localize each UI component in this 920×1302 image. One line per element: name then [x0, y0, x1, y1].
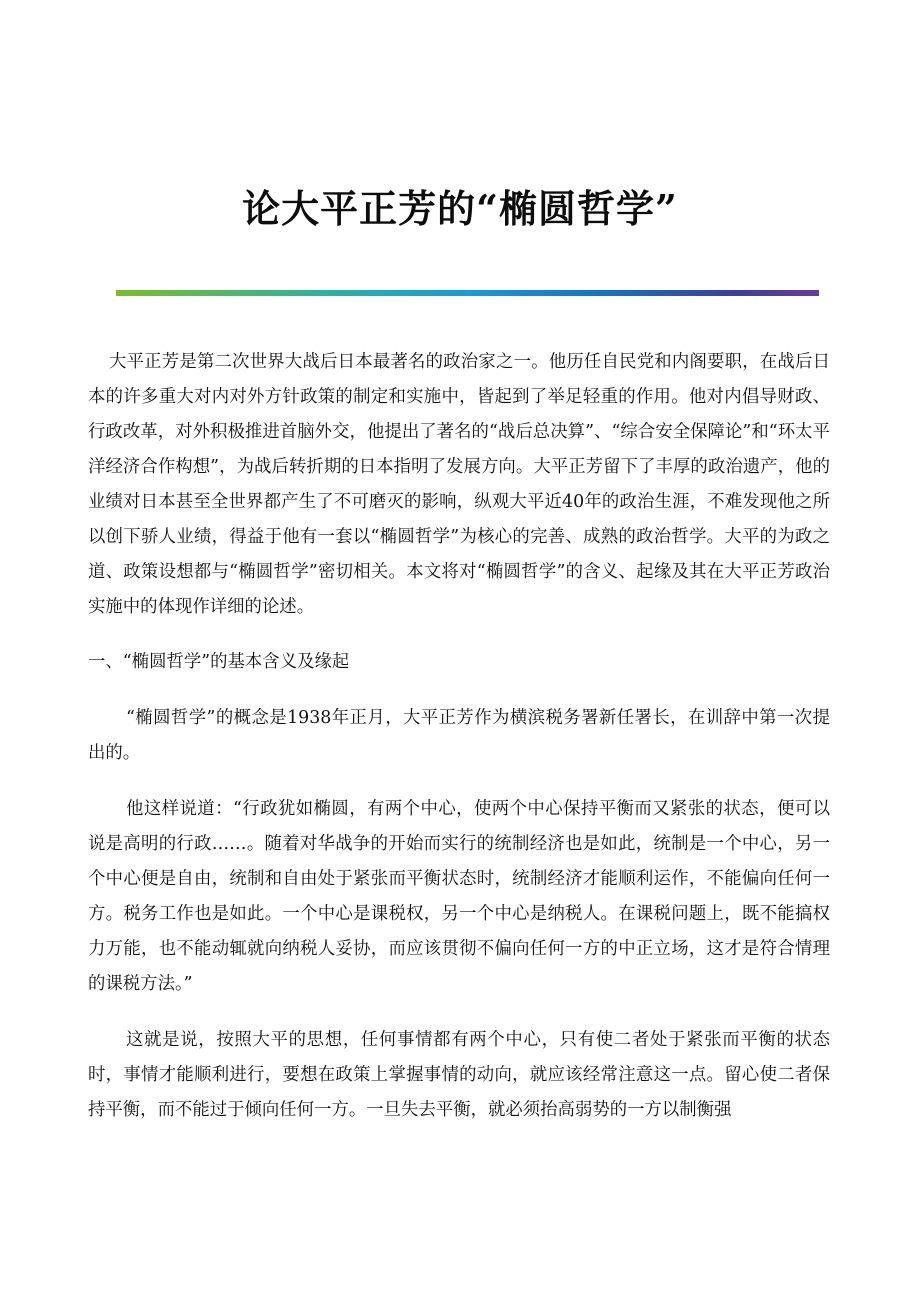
- section-heading: 一、“椭圆哲学”的基本含义及缘起: [88, 652, 350, 672]
- document-body: [88, 345, 830, 1128]
- body-paragraph: 他这样说道：“行政犹如椭圆，有两个中心，使两个中心保持平衡而又紧张的状态，便可以说是高明的行政……。随着对华战争的开始而实行的统制经济也是如此，统制是一个中心，另一个中心便是自由，统制和自由处于紧张而平衡状态时，统制经济才能顺利运作，不能偏向任何一方。税务工作也是如此。一个中心是课税权，另一个中心是纳税人。在课税问题上，既不能搞权力万能，也不能动辄就向纳税人妥协，而应该贯彻不偏向任何一方的中正立场，这才是符合情理的课税方法。”: [88, 799, 830, 994]
- intro-paragraph: 大平正芳是第二次世界大战后日本最著名的政治家之一。他历任自民党和内阁要职，在战后日本的许多重大对内对外方针政策的制定和实施中，皆起到了举足轻重的作用。他对内倡导财政、行政改革，对外积极推进首脑外交，他提出了著名的“战后总决算”、“综合安全保障论”和“环太平洋经济合作构想”，为战后转折期的日本指明了发展方向。大平正芳留下了丰厚的政治遗产，他的业绩对日本甚至全世界都产生了不可磨灭的影响，纵观大平近40年的政治生涯，不难发现他之所以创下骄人业绩，得益于他有一套以“椭圆哲学”为核心的完善、成熟的政治哲学。大平的为政之道、政策设想都与“椭圆哲学”密切相关。本文将对“椭圆哲学”的含义、起缘及其在大平正芳政治实施中的体现作详细的论述。: [88, 352, 830, 617]
- title-divider: [116, 290, 819, 296]
- document-title: 论大平正芳的“椭圆哲学”: [242, 186, 678, 231]
- body-paragraph: “椭圆哲学”的概念是1938年正月，大平正芳作为横滨税务署新任署长，在训辞中第一次提出的。: [88, 708, 830, 763]
- body-paragraph: 这就是说，按照大平的思想，任何事情都有两个中心，只有使二者处于紧张而平衡的状态时，事情才能顺利进行，要想在政策上掌握事情的动向，就应该经常注意这一点。留心使二者保持平衡，而不能过于倾向任何一方。一旦失去平衡，就必须抬高弱势的一方以制衡强: [88, 1030, 830, 1120]
